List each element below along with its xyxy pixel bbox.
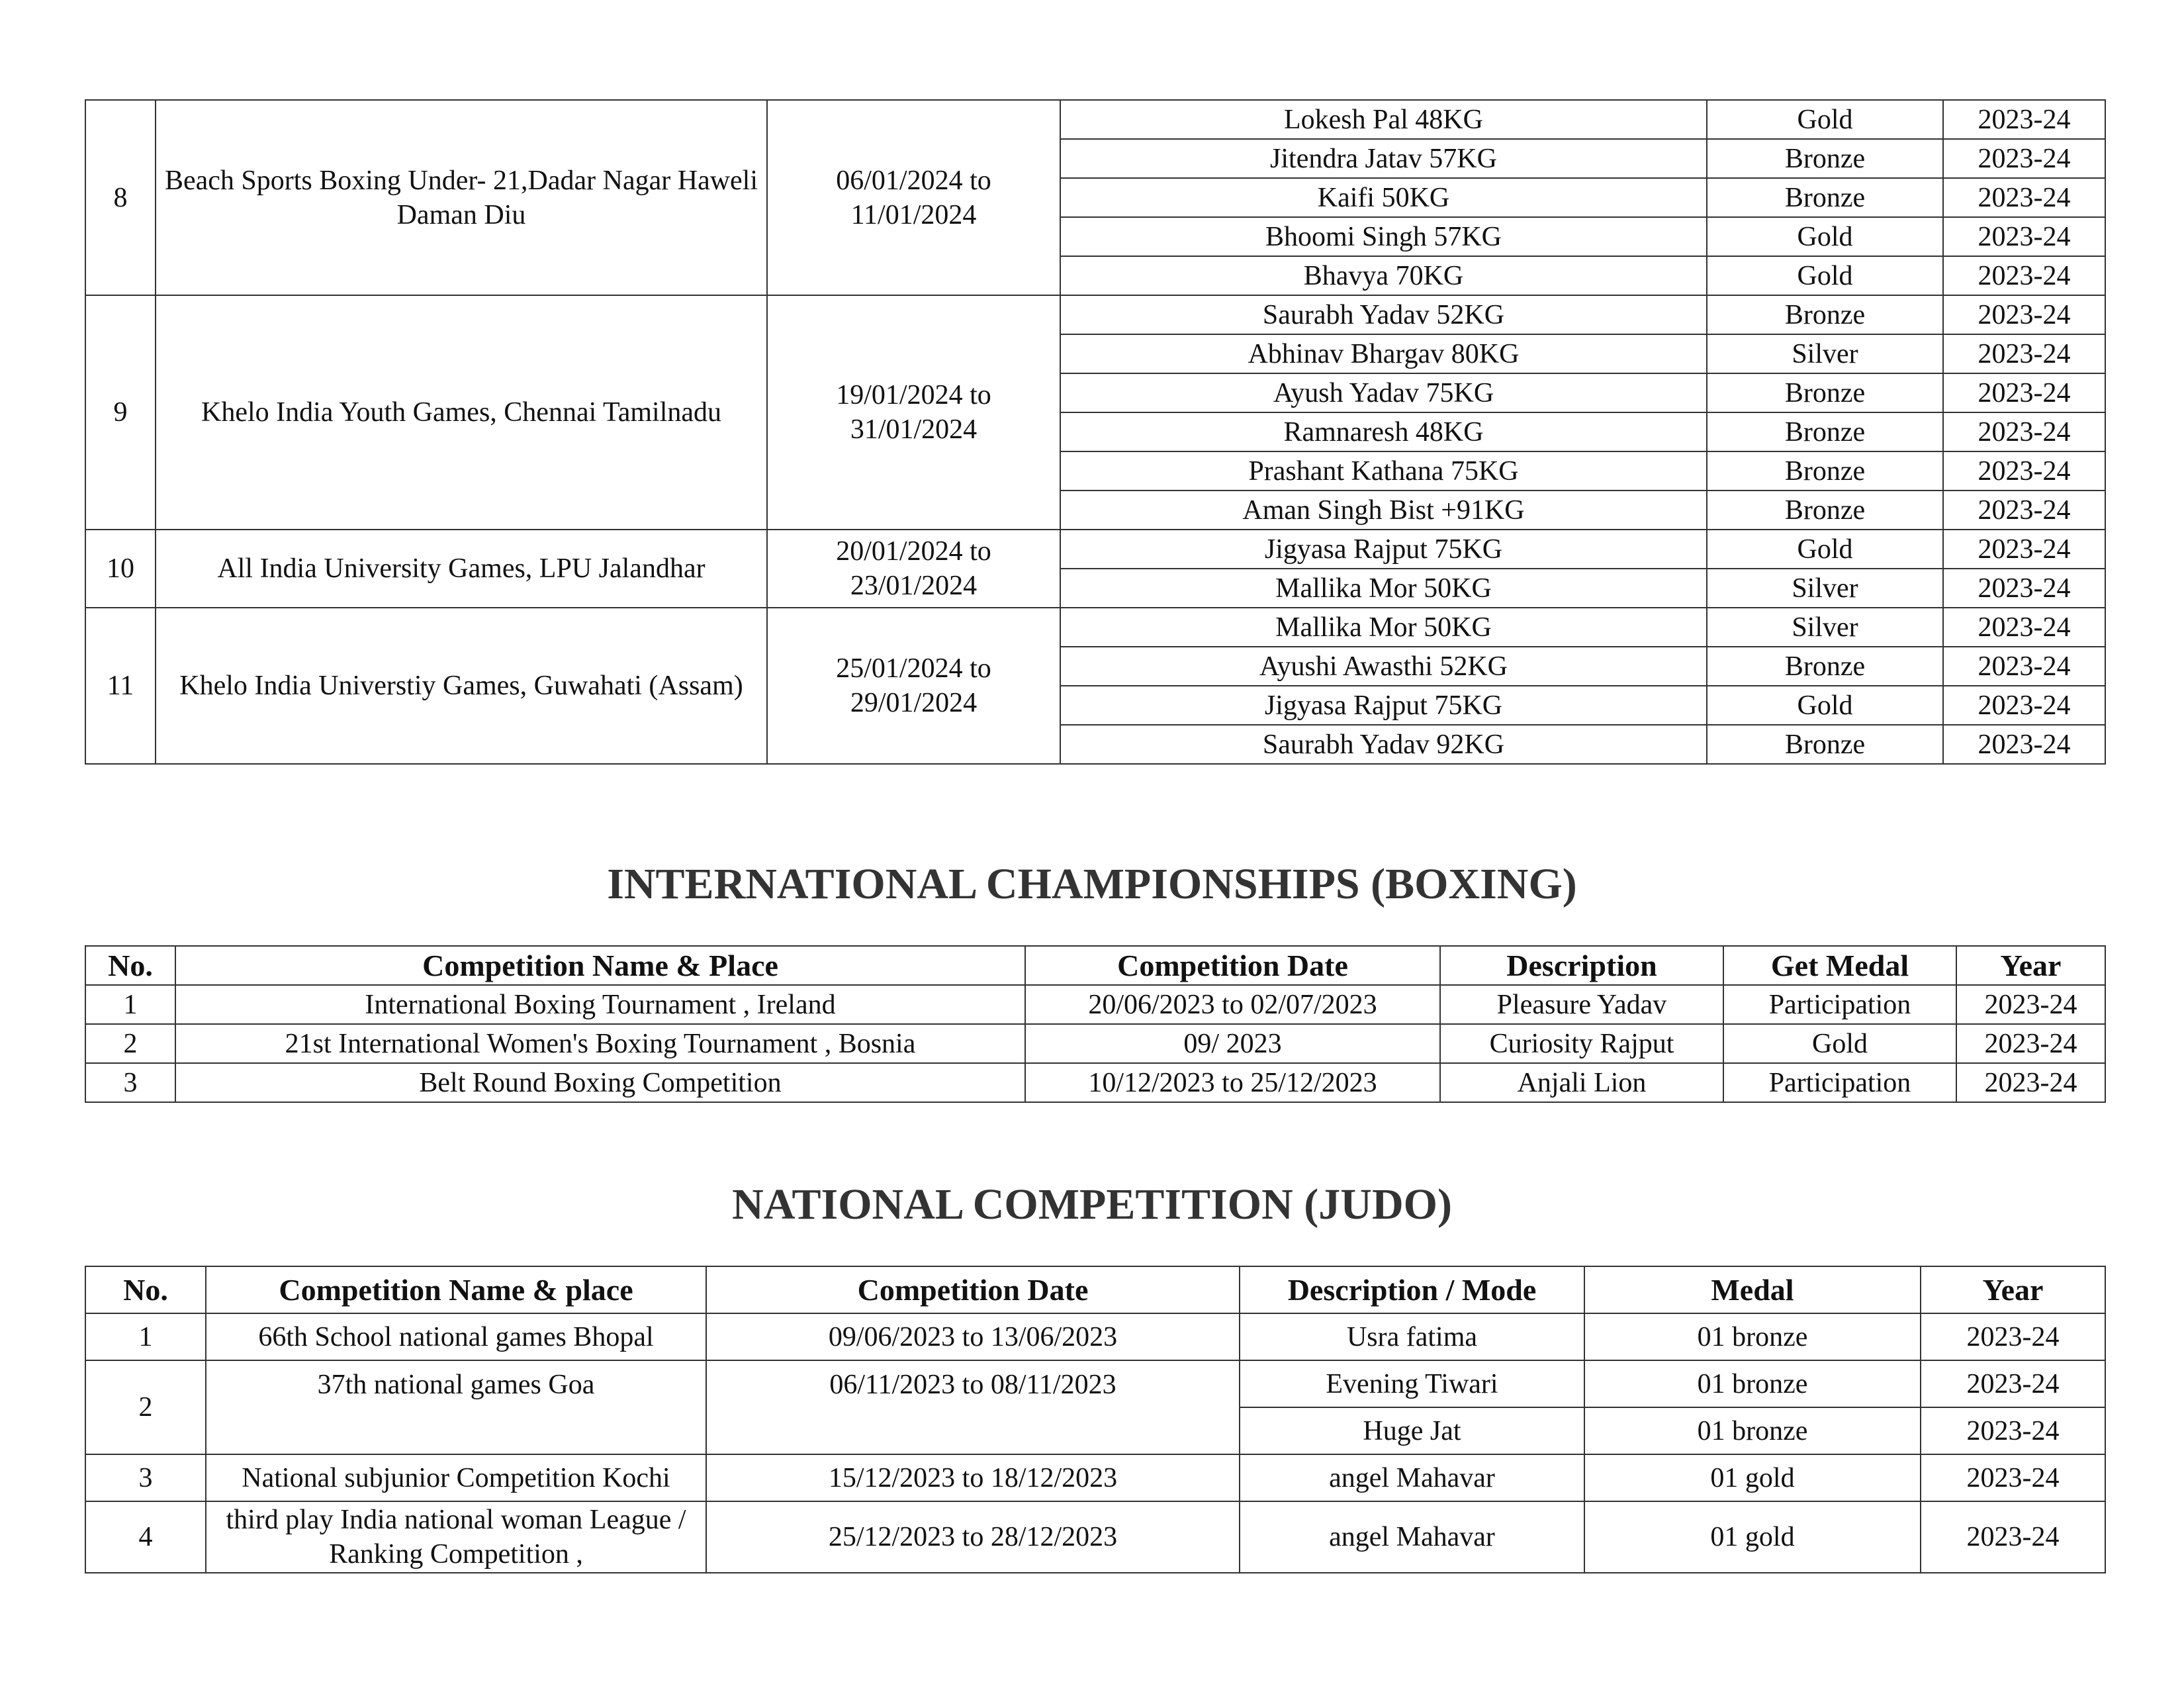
medal: Bronze	[1707, 647, 1943, 686]
table-row	[85, 530, 2105, 569]
medal: Bronze	[1707, 295, 1943, 334]
year: 2023-24	[1943, 139, 2105, 178]
competition-date: 10/12/2023 to 25/12/2023	[1025, 1063, 1440, 1102]
column-header: Description	[1440, 946, 1723, 985]
competition-date: 09/06/2023 to 13/06/2023	[706, 1313, 1240, 1360]
participant: Bhavya 70KG	[1060, 256, 1707, 295]
row-number: 4	[85, 1501, 206, 1573]
participant: Lokesh Pal 48KG	[1060, 100, 1707, 139]
competition-name: Khelo India Universtiy Games, Guwahati (Assam)	[156, 608, 767, 764]
participant: Usra fatima	[1240, 1313, 1584, 1360]
competition-date: 20/01/2024 to 23/01/2024	[767, 530, 1060, 608]
participant: Ramnaresh 48KG	[1060, 412, 1707, 451]
competition-date: 19/01/2024 to 31/01/2024	[767, 295, 1060, 530]
year: 2023-24	[1943, 178, 2105, 217]
medal: Silver	[1707, 334, 1943, 373]
year: 2023-24	[1943, 256, 2105, 295]
participant: Evening Tiwari	[1240, 1360, 1584, 1407]
participant: Mallika Mor 50KG	[1060, 608, 1707, 647]
table-row	[85, 1313, 2105, 1360]
row-number: 3	[85, 1454, 206, 1501]
year: 2023-24	[1943, 686, 2105, 725]
competition-date: 25/01/2024 to 29/01/2024	[767, 608, 1060, 764]
table-row	[85, 100, 2105, 139]
medal: Bronze	[1707, 725, 1943, 764]
medal: Gold	[1707, 256, 1943, 295]
year: 2023-24	[1943, 569, 2105, 608]
table-row	[85, 295, 2105, 334]
year: 2023-24	[1943, 451, 2105, 491]
year: 2023-24	[1921, 1501, 2105, 1573]
year: 2023-24	[1943, 217, 2105, 256]
medal: Gold	[1723, 1024, 1956, 1063]
participant: Ayush Yadav 75KG	[1060, 373, 1707, 412]
competition-name: third play India national woman League / Ranking Competition ,	[206, 1501, 706, 1573]
competition-date: 06/11/2023 to 08/11/2023	[706, 1360, 1240, 1454]
medal: Participation	[1723, 985, 1956, 1024]
column-header: Competition Date	[706, 1266, 1240, 1313]
boxing-national-table	[85, 99, 2106, 765]
table-row	[85, 985, 2105, 1024]
year: 2023-24	[1921, 1454, 2105, 1501]
table-header-row	[85, 946, 2105, 985]
international-heading: INTERNATIONAL CHAMPIONSHIPS (BOXING)	[607, 860, 1577, 908]
year: 2023-24	[1943, 608, 2105, 647]
medal: 01 gold	[1584, 1454, 1921, 1501]
competition-date: 20/06/2023 to 02/07/2023	[1025, 985, 1440, 1024]
participant: Aman Singh Bist +91KG	[1060, 491, 1707, 530]
competition-date: 06/01/2024 to 11/01/2024	[767, 100, 1060, 295]
judo-table	[85, 1266, 2106, 1573]
participant: Prashant Kathana 75KG	[1060, 451, 1707, 491]
column-header: Medal	[1584, 1266, 1921, 1313]
year: 2023-24	[1956, 1024, 2105, 1063]
year: 2023-24	[1943, 100, 2105, 139]
year: 2023-24	[1956, 985, 2105, 1024]
column-header: Year	[1956, 946, 2105, 985]
participant: Saurabh Yadav 92KG	[1060, 725, 1707, 764]
year: 2023-24	[1921, 1407, 2105, 1454]
participant: Ayushi Awasthi 52KG	[1060, 647, 1707, 686]
participant: angel Mahavar	[1240, 1454, 1584, 1501]
medal: Bronze	[1707, 139, 1943, 178]
competition-name: National subjunior Competition Kochi	[206, 1454, 706, 1501]
row-number: 1	[85, 1313, 206, 1360]
participant: Saurabh Yadav 52KG	[1060, 295, 1707, 334]
competition-date: 25/12/2023 to 28/12/2023	[706, 1501, 1240, 1573]
competition-name: 37th national games Goa	[206, 1360, 706, 1454]
medal: Bronze	[1707, 178, 1943, 217]
medal: Silver	[1707, 608, 1943, 647]
row-number: 10	[85, 530, 156, 608]
competition-name: Beach Sports Boxing Under- 21,Dadar Nagar Haweli Daman Diu	[156, 100, 767, 295]
row-number: 1	[85, 985, 175, 1024]
year: 2023-24	[1956, 1063, 2105, 1102]
year: 2023-24	[1943, 725, 2105, 764]
column-header: Year	[1921, 1266, 2105, 1313]
medal: 01 gold	[1584, 1501, 1921, 1573]
competition-name: International Boxing Tournament , Ireland	[175, 985, 1025, 1024]
year: 2023-24	[1943, 530, 2105, 569]
judo-heading: NATIONAL COMPETITION (JUDO)	[732, 1180, 1452, 1229]
medal: Bronze	[1707, 412, 1943, 451]
participant: Bhoomi Singh 57KG	[1060, 217, 1707, 256]
participant: Kaifi 50KG	[1060, 178, 1707, 217]
year: 2023-24	[1943, 334, 2105, 373]
table-row	[85, 1454, 2105, 1501]
medal: Gold	[1707, 530, 1943, 569]
row-number: 2	[85, 1360, 206, 1454]
table-row	[85, 1501, 2105, 1573]
medal: 01 bronze	[1584, 1360, 1921, 1407]
participant: Curiosity Rajput	[1440, 1024, 1723, 1063]
competition-name: Khelo India Youth Games, Chennai Tamilnadu	[156, 295, 767, 530]
medal: Gold	[1707, 686, 1943, 725]
column-header: Competition Name & place	[206, 1266, 706, 1313]
competition-date: 09/ 2023	[1025, 1024, 1440, 1063]
participant: Mallika Mor 50KG	[1060, 569, 1707, 608]
medal: Participation	[1723, 1063, 1956, 1102]
competition-name: 66th School national games Bhopal	[206, 1313, 706, 1360]
column-header: Get Medal	[1723, 946, 1956, 985]
year: 2023-24	[1943, 491, 2105, 530]
table-row	[85, 608, 2105, 647]
competition-name: Belt Round Boxing Competition	[175, 1063, 1025, 1102]
column-header: Description / Mode	[1240, 1266, 1584, 1313]
year: 2023-24	[1943, 647, 2105, 686]
medal: Gold	[1707, 217, 1943, 256]
participant: Pleasure Yadav	[1440, 985, 1723, 1024]
table-header-row	[85, 1266, 2105, 1313]
table-row	[85, 1024, 2105, 1063]
competition-date: 15/12/2023 to 18/12/2023	[706, 1454, 1240, 1501]
row-number: 2	[85, 1024, 175, 1063]
year: 2023-24	[1921, 1313, 2105, 1360]
participant: Anjali Lion	[1440, 1063, 1723, 1102]
participant: Jigyasa Rajput 75KG	[1060, 686, 1707, 725]
year: 2023-24	[1943, 373, 2105, 412]
table-row	[85, 1360, 2105, 1407]
column-header: No.	[85, 1266, 206, 1313]
column-header: Competition Date	[1025, 946, 1440, 985]
medal: Silver	[1707, 569, 1943, 608]
participant: Abhinav Bhargav 80KG	[1060, 334, 1707, 373]
year: 2023-24	[1943, 295, 2105, 334]
medal: 01 bronze	[1584, 1313, 1921, 1360]
table-row	[85, 1063, 2105, 1102]
medal: Bronze	[1707, 451, 1943, 491]
international-table	[85, 945, 2106, 1103]
row-number: 11	[85, 608, 156, 764]
year: 2023-24	[1921, 1360, 2105, 1407]
participant: Huge Jat	[1240, 1407, 1584, 1454]
row-number: 9	[85, 295, 156, 530]
participant: Jitendra Jatav 57KG	[1060, 139, 1707, 178]
competition-name: All India University Games, LPU Jalandhar	[156, 530, 767, 608]
medal: Bronze	[1707, 373, 1943, 412]
medal: 01 bronze	[1584, 1407, 1921, 1454]
column-header: Competition Name & Place	[175, 946, 1025, 985]
participant: angel Mahavar	[1240, 1501, 1584, 1573]
medal: Bronze	[1707, 491, 1943, 530]
participant: Jigyasa Rajput 75KG	[1060, 530, 1707, 569]
column-header: No.	[85, 946, 175, 985]
medal: Gold	[1707, 100, 1943, 139]
row-number: 8	[85, 100, 156, 295]
year: 2023-24	[1943, 412, 2105, 451]
row-number: 3	[85, 1063, 175, 1102]
competition-name: 21st International Women's Boxing Tournament , Bosnia	[175, 1024, 1025, 1063]
